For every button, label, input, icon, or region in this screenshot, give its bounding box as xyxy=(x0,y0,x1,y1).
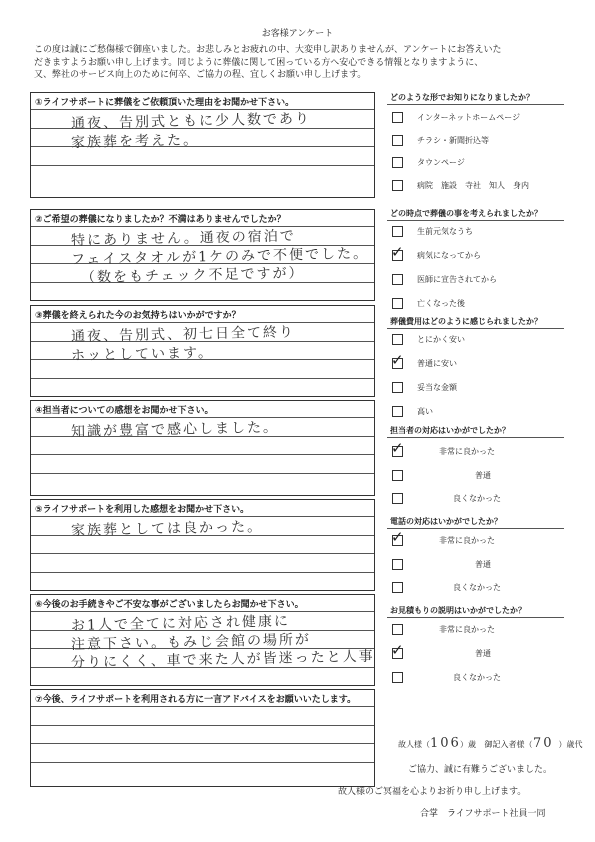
writer-age-label: 御記入者様（ xyxy=(484,740,533,749)
survey-option-label: 非常に良かった xyxy=(439,536,495,545)
check-mark-icon: ✓ xyxy=(391,243,404,261)
answer-rule-line xyxy=(31,473,374,474)
survey-heading: どのような形でお知りになりましたか？ xyxy=(390,93,534,102)
survey-option[interactable] xyxy=(392,559,491,570)
survey-heading: お見積もりの説明はいかがでしたか？ xyxy=(390,606,526,615)
survey-option[interactable] xyxy=(391,641,491,659)
survey-option-label: 非常に良かった xyxy=(439,625,495,634)
question-label: ⑤ライフサポートを利用した感想をお聞かせ下さい。 xyxy=(35,505,250,515)
answer-rule-line xyxy=(31,743,374,744)
checkbox[interactable] xyxy=(392,382,403,393)
question-label: ①ライフサポートに葬儀をご依頼頂いた理由をお聞かせ下さい。 xyxy=(35,98,295,108)
survey-option-label: 普通 xyxy=(475,559,491,569)
writer-age-value[interactable]: 70 xyxy=(532,735,554,751)
survey-option-label: 妥当な金額 xyxy=(417,383,457,392)
survey-option-label: 病院 施設 寺社 知人 身内 xyxy=(417,180,529,190)
survey-option-label: 非常に良かった xyxy=(439,447,495,456)
question-label: ②ご希望の葬儀になりましたか？不満はありませんでしたか？ xyxy=(35,215,286,225)
answer-rule-line xyxy=(31,165,374,166)
checkbox[interactable] xyxy=(391,439,404,457)
handwritten-answer[interactable]: フェイスタオルが1ケのみで不便でした。 xyxy=(70,245,370,268)
checkbox[interactable] xyxy=(391,351,404,369)
intro-line: この度は誠にご愁傷様で御座いました。お悲しみとお疲れの中、大変申し訳ありませんが、アンケートにお答えいた xyxy=(34,45,502,55)
checkbox[interactable] xyxy=(392,559,403,570)
survey-option-label: インターネットホームページ xyxy=(417,113,521,122)
survey-heading: 電話の対応はいかがでしたか？ xyxy=(390,517,502,526)
survey-heading-underline xyxy=(387,220,564,221)
survey-option[interactable] xyxy=(392,112,520,123)
answer-rule-line xyxy=(31,762,374,763)
check-mark-icon: ✓ xyxy=(391,439,404,457)
survey-option-label: とにかく安い xyxy=(417,335,465,344)
question-box xyxy=(30,594,375,686)
survey-option[interactable] xyxy=(392,135,489,146)
survey-option[interactable] xyxy=(391,528,495,546)
survey-option[interactable] xyxy=(392,180,529,191)
survey-option[interactable] xyxy=(391,243,481,261)
survey-option-label: 普通に安い xyxy=(417,359,457,368)
survey-heading-underline xyxy=(387,328,564,329)
checkbox[interactable] xyxy=(391,528,404,546)
answer-rule-line xyxy=(31,454,374,455)
survey-option[interactable] xyxy=(392,470,491,481)
check-mark-icon: ✓ xyxy=(391,641,404,659)
survey-option[interactable] xyxy=(392,406,433,417)
age-fields xyxy=(398,736,583,751)
handwritten-answer[interactable]: 特にありません。通夜の宿泊で xyxy=(70,228,296,249)
writer-age-unit: ）歳代 xyxy=(558,740,583,749)
survey-option[interactable] xyxy=(392,624,495,635)
question-box xyxy=(30,689,375,787)
intro-line: 又、弊社のサービス向上のために何卒、ご協力の程、宜しくお願い申し上げます。 xyxy=(34,70,367,80)
handwritten-answer[interactable]: ホッとしています。 xyxy=(70,344,215,364)
survey-option-label: 医師に宣告されてから xyxy=(417,275,497,284)
survey-heading: 葬儀費用はどのように感じられましたか？ xyxy=(390,317,542,326)
check-mark-icon: ✓ xyxy=(391,351,404,369)
answer-rule-line xyxy=(31,378,374,379)
survey-option[interactable] xyxy=(392,298,465,309)
survey-option[interactable] xyxy=(391,351,457,369)
survey-option-label: 病気になってから xyxy=(417,251,481,260)
signature-text: 合掌 ライフサポート社員一同 xyxy=(420,809,546,819)
survey-option-label: 高い xyxy=(417,407,433,416)
handwritten-answer[interactable]: （数をもチェック不足ですが） xyxy=(80,265,305,286)
deceased-age-value[interactable]: 106 xyxy=(429,735,461,751)
survey-option-label: 亡くなった後 xyxy=(417,299,465,308)
survey-option[interactable] xyxy=(392,226,473,237)
checkbox[interactable] xyxy=(392,624,403,635)
survey-option-label: チラシ・新聞折込等 xyxy=(417,135,489,145)
intro-line: だきますようお願い申し上げます。同じように葬儀に関して困っている方へ安心できる情報となりますように、 xyxy=(34,57,484,68)
survey-option[interactable] xyxy=(392,672,501,683)
question-box xyxy=(30,499,375,591)
checkbox[interactable] xyxy=(391,243,404,261)
survey-option-label: 普通 xyxy=(475,649,491,658)
question-box xyxy=(30,400,375,496)
handwritten-answer[interactable]: 通夜、告別式、初七日全て終り xyxy=(70,324,296,345)
handwritten-answer[interactable]: 家族葬を考えた。 xyxy=(70,131,200,151)
survey-heading: どの時点で葬儀の事を考えられましたか？ xyxy=(390,209,542,218)
survey-heading-underline xyxy=(387,104,564,105)
survey-option[interactable] xyxy=(391,439,495,457)
checkbox[interactable] xyxy=(392,406,403,417)
checkbox[interactable] xyxy=(392,672,403,683)
survey-option[interactable] xyxy=(392,493,501,504)
checkbox[interactable] xyxy=(392,180,403,191)
survey-heading: 担当者の対応はいかがでしたか？ xyxy=(390,426,510,435)
survey-option[interactable] xyxy=(392,157,465,168)
deceased-age-unit: ）歳 xyxy=(460,740,476,749)
handwritten-answer[interactable]: 分りにくく、車で来た人が皆迷ったと人事 xyxy=(70,648,375,671)
check-mark-icon: ✓ xyxy=(391,528,404,546)
checkbox[interactable] xyxy=(392,274,403,285)
question-label: ⑦今後、ライフサポートを利用される方に一言アドバイスをお願いいたします。 xyxy=(35,695,357,705)
condolence-text: 故人様のご冥福を心よりお祈り申し上げます。 xyxy=(338,787,527,797)
checkbox[interactable] xyxy=(392,298,403,309)
survey-heading-underline xyxy=(387,528,564,529)
survey-option[interactable] xyxy=(392,382,457,393)
checkbox[interactable] xyxy=(391,641,404,659)
checkbox[interactable] xyxy=(392,470,403,481)
survey-option-label: 良くなかった xyxy=(453,494,501,503)
checkbox[interactable] xyxy=(392,582,403,593)
thanks-text: ご協力、誠に有難うございました。 xyxy=(408,765,553,775)
survey-option[interactable] xyxy=(392,582,501,593)
answer-rule-line xyxy=(31,572,374,573)
question-label: ⑥今後のお手続きやご不安な事がございましたらお聞かせ下さい。 xyxy=(35,600,304,610)
survey-option[interactable] xyxy=(392,334,465,345)
checkbox[interactable] xyxy=(392,493,403,504)
deceased-age-label: 故人様（ xyxy=(398,740,430,749)
checkbox[interactable] xyxy=(392,112,403,123)
survey-option-label: 生前元気なうち xyxy=(417,227,473,236)
survey-option-label: 普通 xyxy=(475,470,491,480)
survey-option-label: 良くなかった xyxy=(453,583,501,592)
page-title: お客様アンケート xyxy=(261,29,334,39)
question-box xyxy=(30,92,375,198)
question-label: ③葬儀を終えられた今のお気持ちはいかがですか？ xyxy=(35,311,241,321)
question-box xyxy=(30,305,375,397)
handwritten-answer[interactable]: 通夜、告別式ともに少人数であり xyxy=(70,110,312,132)
handwritten-answer[interactable]: 注意下さい。もみじ会館の場所が xyxy=(70,631,312,653)
handwritten-answer[interactable]: 家族葬としては良かった。 xyxy=(70,518,264,539)
handwritten-answer[interactable]: 知識が豊富で感心しました。 xyxy=(70,419,280,440)
handwritten-answer[interactable]: お1人で全てに対応され健康に xyxy=(70,613,291,634)
survey-heading-underline xyxy=(387,617,564,618)
intro-text xyxy=(34,44,574,82)
answer-rule-line xyxy=(31,725,374,726)
checkbox[interactable] xyxy=(392,226,403,237)
checkbox[interactable] xyxy=(392,135,403,146)
question-box xyxy=(30,209,375,301)
survey-heading-underline xyxy=(387,437,564,438)
question-label: ④担当者についての感想をお聞かせ下さい。 xyxy=(35,406,214,416)
answer-rule-line xyxy=(31,553,374,554)
survey-option-label: 良くなかった xyxy=(453,673,501,682)
survey-option[interactable] xyxy=(392,274,497,285)
checkbox[interactable] xyxy=(392,334,403,345)
survey-option-label: タウンページ xyxy=(417,158,465,167)
checkbox[interactable] xyxy=(392,157,403,168)
answer-rule-line xyxy=(31,706,374,707)
